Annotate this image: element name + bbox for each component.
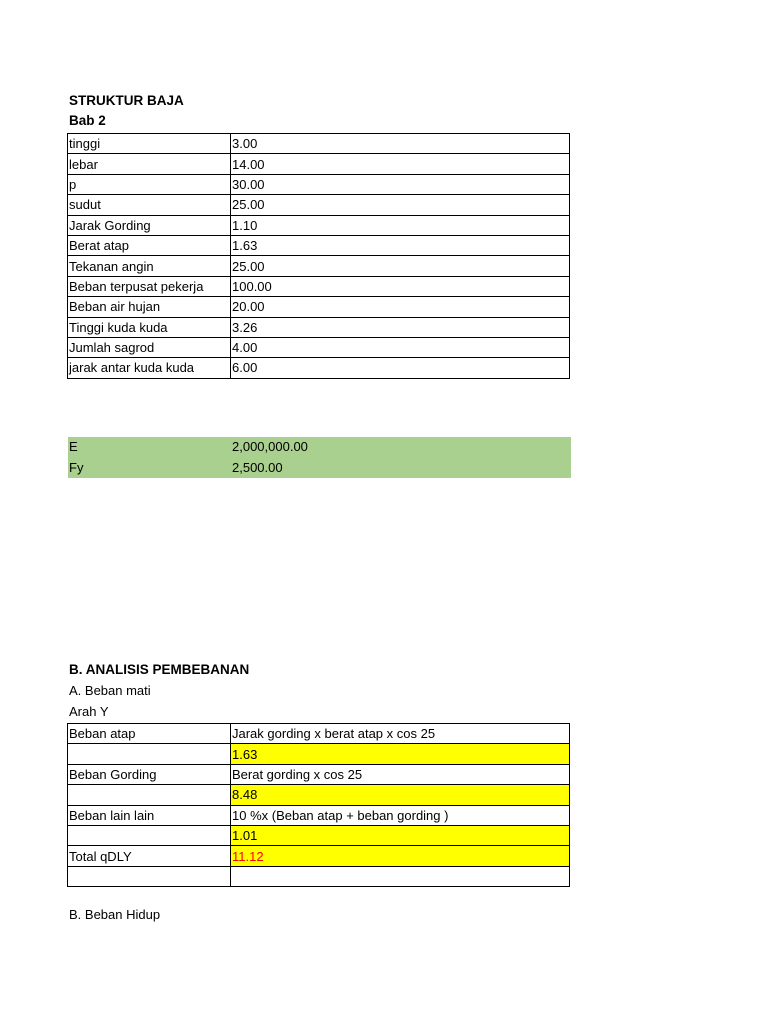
table-row [68,805,570,825]
load-value: 1.63 [231,744,570,764]
section-title: B. ANALISIS PEMBEBANAN [69,662,250,677]
table-row [68,317,570,337]
direction-label: Arah Y [69,704,109,719]
load-label: Beban atap [68,724,231,744]
material-label: E [68,437,231,457]
table-row [68,297,570,317]
material-table [68,437,571,478]
material-value: 2,500.00 [231,457,571,477]
load-label [68,825,231,845]
subsection-label: A. Beban mati [69,683,151,698]
dead-load-table [67,723,570,887]
table-row [68,764,570,784]
param-value: 4.00 [231,337,570,357]
param-value: 6.00 [231,358,570,378]
table-row [68,358,570,378]
param-label: Beban air hujan [68,297,231,317]
table-row [68,215,570,235]
table-row [68,134,570,154]
load-label [68,744,231,764]
material-label: Fy [68,457,231,477]
table-row [68,195,570,215]
table-row [68,154,570,174]
table-row [68,174,570,194]
table-row [68,785,570,805]
param-label: tinggi [68,134,231,154]
table-row [68,437,571,457]
param-label: jarak antar kuda kuda [68,358,231,378]
table-row [68,256,570,276]
param-label: lebar [68,154,231,174]
param-label: Jumlah sagrod [68,337,231,357]
load-formula: Berat gording x cos 25 [231,764,570,784]
param-value: 3.26 [231,317,570,337]
param-label: Beban terpusat pekerja [68,276,231,296]
table-row [68,337,570,357]
param-value: 100.00 [231,276,570,296]
table-row [68,724,570,744]
table-row [68,846,570,866]
total-value: 11.12 [231,846,570,866]
param-value: 3.00 [231,134,570,154]
table-row [68,825,570,845]
load-formula: Jarak gording x berat atap x cos 25 [231,724,570,744]
param-value: 25.00 [231,256,570,276]
load-label: Beban lain lain [68,805,231,825]
subsection-label: B. Beban Hidup [69,907,161,922]
load-label [68,785,231,805]
param-label: p [68,174,231,194]
param-label: Jarak Gording [68,215,231,235]
param-label: Berat atap [68,235,231,255]
empty-cell [68,866,231,886]
table-row [68,744,570,764]
empty-cell [231,866,570,886]
param-value: 25.00 [231,195,570,215]
param-value: 1.10 [231,215,570,235]
param-value: 1.63 [231,235,570,255]
document-subtitle: Bab 2 [69,113,106,128]
table-row [68,235,570,255]
param-label: Tekanan angin [68,256,231,276]
table-row [68,276,570,296]
load-label: Beban Gording [68,764,231,784]
material-value: 2,000,000.00 [231,437,571,457]
param-value: 30.00 [231,174,570,194]
param-value: 20.00 [231,297,570,317]
load-formula: 10 %x (Beban atap + beban gording ) [231,805,570,825]
param-label: Tinggi kuda kuda [68,317,231,337]
table-row [68,866,570,886]
param-label: sudut [68,195,231,215]
total-label: Total qDLY [68,846,231,866]
parameters-table [67,133,570,379]
document-title: STRUKTUR BAJA [69,93,184,108]
table-row [68,457,571,477]
load-value: 8.48 [231,785,570,805]
param-value: 14.00 [231,154,570,174]
load-value: 1.01 [231,825,570,845]
